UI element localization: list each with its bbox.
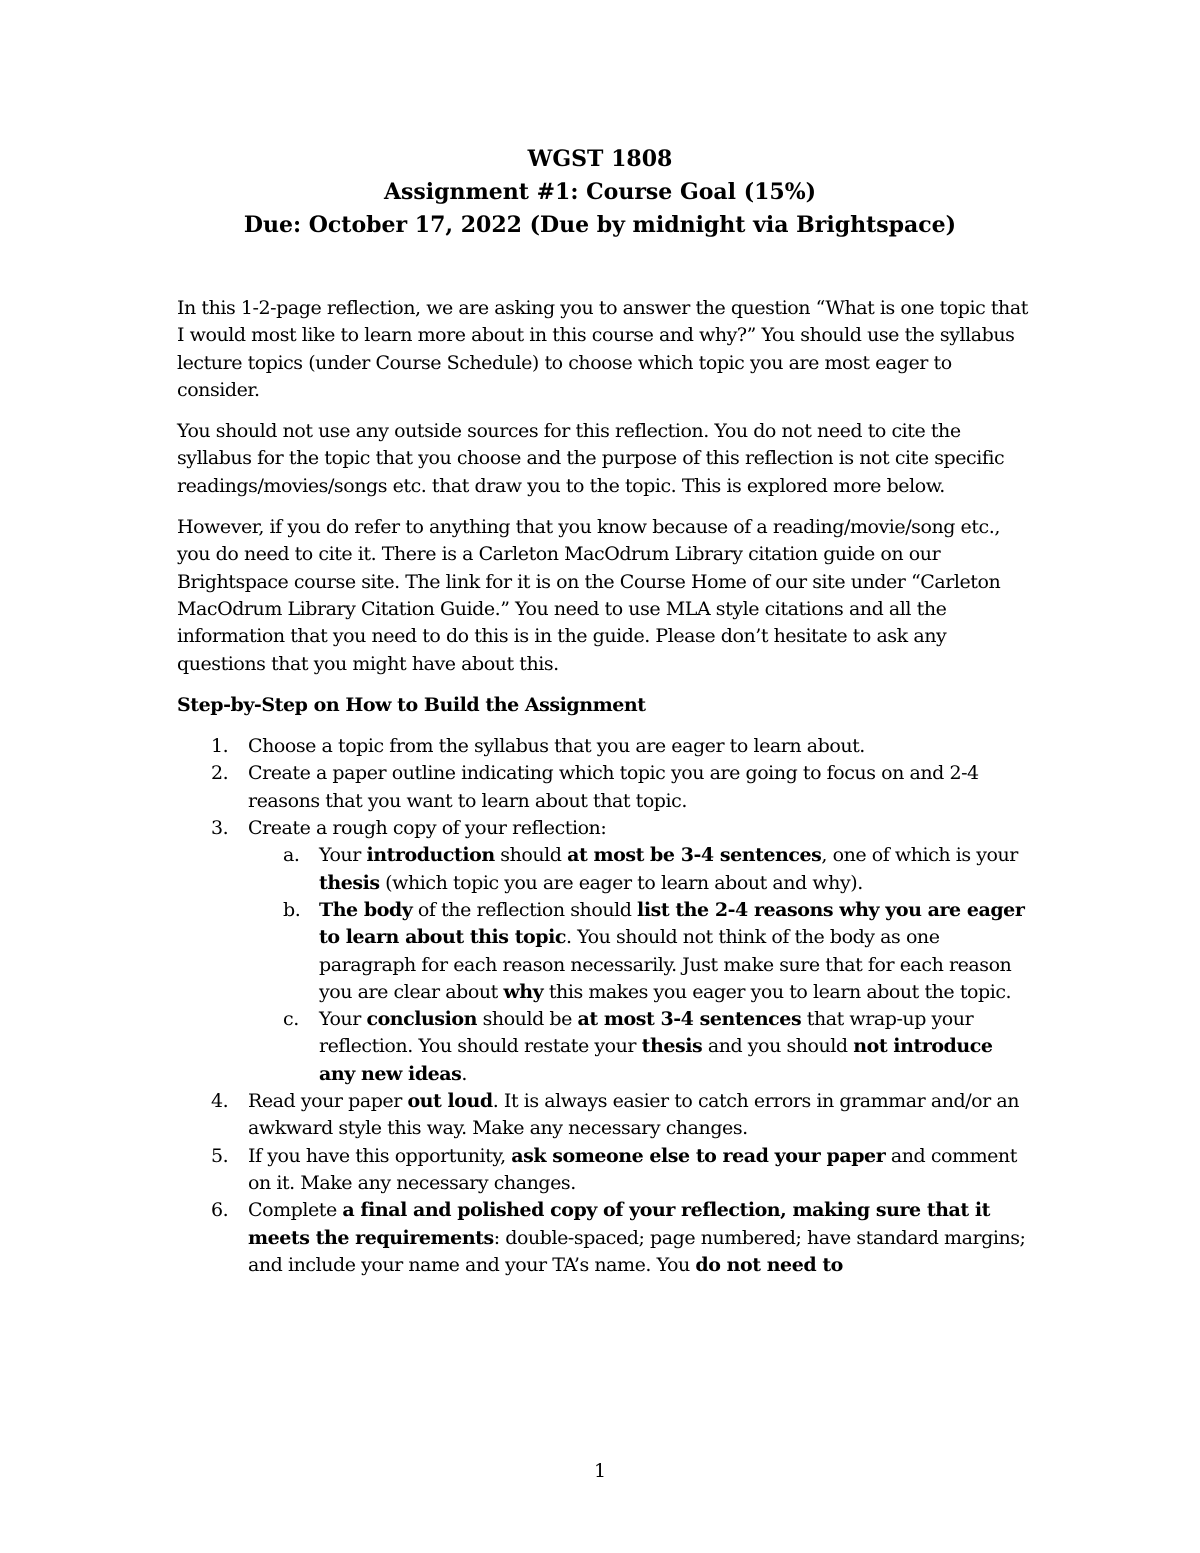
text-run: . — [461, 1062, 467, 1085]
text-run: . It is always easier to catch errors in grammar and/or an awkward style this way. Make any necessary changes. — [248, 1090, 1020, 1140]
substep-letter: a. — [283, 844, 300, 867]
step-1 — [177, 733, 1029, 760]
text-run: Complete — [248, 1199, 343, 1222]
text-run: of the reflection should — [412, 898, 638, 921]
step-3 — [177, 815, 1029, 1088]
text-run: this makes you eager you to learn about the topic. — [543, 980, 1012, 1003]
step-number: 4. — [211, 1090, 229, 1113]
substep-b — [248, 897, 1029, 1006]
step-number: 1. — [211, 735, 229, 758]
bold-run: not introduce any new ideas — [319, 1035, 993, 1085]
text-run: Your — [319, 844, 367, 867]
bold-run: introduction — [366, 844, 495, 867]
step-text: Choose a topic from the syllabus that you are eager to learn about. — [248, 735, 865, 758]
text-run: and you should — [702, 1035, 854, 1058]
bold-run: thesis — [641, 1035, 703, 1058]
text-run: that wrap-up your reflection. You should restate your — [319, 1008, 974, 1058]
document-header — [0, 143, 1200, 242]
intro-paragraph: In this 1-2-page reflection, we are asking you to answer the question “What is one topic that I would most like to learn more about in this course and why?” You should use the syllabus lecture topics (under Course Schedule) to choose which topic you are most eager to consider. — [177, 297, 1028, 401]
bold-run: at most 3-4 sentences — [577, 1008, 802, 1031]
bold-run: The body — [319, 898, 413, 921]
section-heading: Step-by-Step on How to Build the Assignment — [177, 693, 646, 716]
text-run: should — [494, 844, 568, 867]
step-6 — [177, 1197, 1029, 1279]
document-body — [177, 295, 1029, 1279]
bold-run: out loud — [407, 1090, 493, 1113]
bold-run: thesis — [319, 871, 380, 894]
substep-a — [248, 842, 1029, 897]
substep-letter: c. — [283, 1008, 299, 1031]
course-code: WGST 1808 — [527, 146, 673, 172]
citation-paragraph: However, if you do refer to anything that you know because of a reading/movie/song etc., you do need to cite it. There is a Carleton MacOdrum Library citation guide on our Brightspace course site. The link for it is on the Course Home of our site under “Carleton MacOdrum Library Citation Guide.” You need to use MLA style citations and all the information that you need to do this is in the guide. Please don’t hesitate to ask any questions that you might have about this. — [177, 516, 1001, 675]
steps-list — [177, 733, 1029, 1279]
text-run: : double-spaced; page numbered; have standard margins; and include your name and your TA’s name. You — [248, 1226, 1026, 1276]
step-number: 3. — [211, 817, 229, 840]
bold-run: why — [503, 980, 544, 1003]
bold-run: list the 2-4 reasons why you are eager to learn about this topic — [319, 898, 1025, 949]
due-date: Due: October 17, 2022 (Due by midnight via Brightspace) — [243, 212, 957, 238]
text-run: Read your paper — [248, 1090, 408, 1113]
step-text: Create a paper outline indicating which topic you are going to focus on and 2-4 reasons that you want to learn about that topic. — [248, 762, 979, 812]
substep-c — [248, 1006, 1029, 1088]
bold-run: a final and polished copy of your reflection, making sure that it meets the requirements — [248, 1199, 990, 1249]
text-run: (which topic you are eager to learn about and why). — [379, 871, 863, 894]
bold-run: conclusion — [366, 1008, 478, 1031]
step-5 — [177, 1143, 1029, 1198]
step-number: 5. — [211, 1144, 229, 1167]
step-number: 6. — [211, 1199, 229, 1222]
step-number: 2. — [211, 762, 229, 785]
text-run: should be — [477, 1008, 578, 1031]
assignment-title: Assignment #1: Course Goal (15%) — [383, 179, 817, 205]
bold-run: do not need to — [695, 1253, 843, 1276]
page-number: 1 — [593, 1460, 607, 1482]
substep-letter: b. — [283, 898, 301, 921]
text-run: If you have this opportunity, — [248, 1144, 512, 1167]
text-run: and comment on it. Make any necessary changes. — [248, 1144, 1017, 1194]
bold-run: ask someone else to read your paper — [511, 1144, 886, 1167]
substeps-list — [248, 842, 1029, 1088]
text-run: . You should not think of the body as one paragraph for each reason necessarily. Just make sure that for each reason you are clear about — [319, 926, 1012, 1003]
step-2 — [177, 760, 1029, 815]
text-run: , one of which is your — [821, 844, 1018, 867]
bold-run: at most be 3-4 sentences — [567, 844, 822, 867]
sources-paragraph: You should not use any outside sources for this reflection. You do not need to cite the syllabus for the topic that you choose and the purpose of this reflection is not cite specific readings/movies/songs etc. that draw you to the topic. This is explored more below. — [177, 420, 1005, 497]
step-text: Create a rough copy of your reflection: — [248, 817, 607, 840]
text-run: Your — [319, 1008, 367, 1031]
step-4 — [177, 1088, 1029, 1143]
